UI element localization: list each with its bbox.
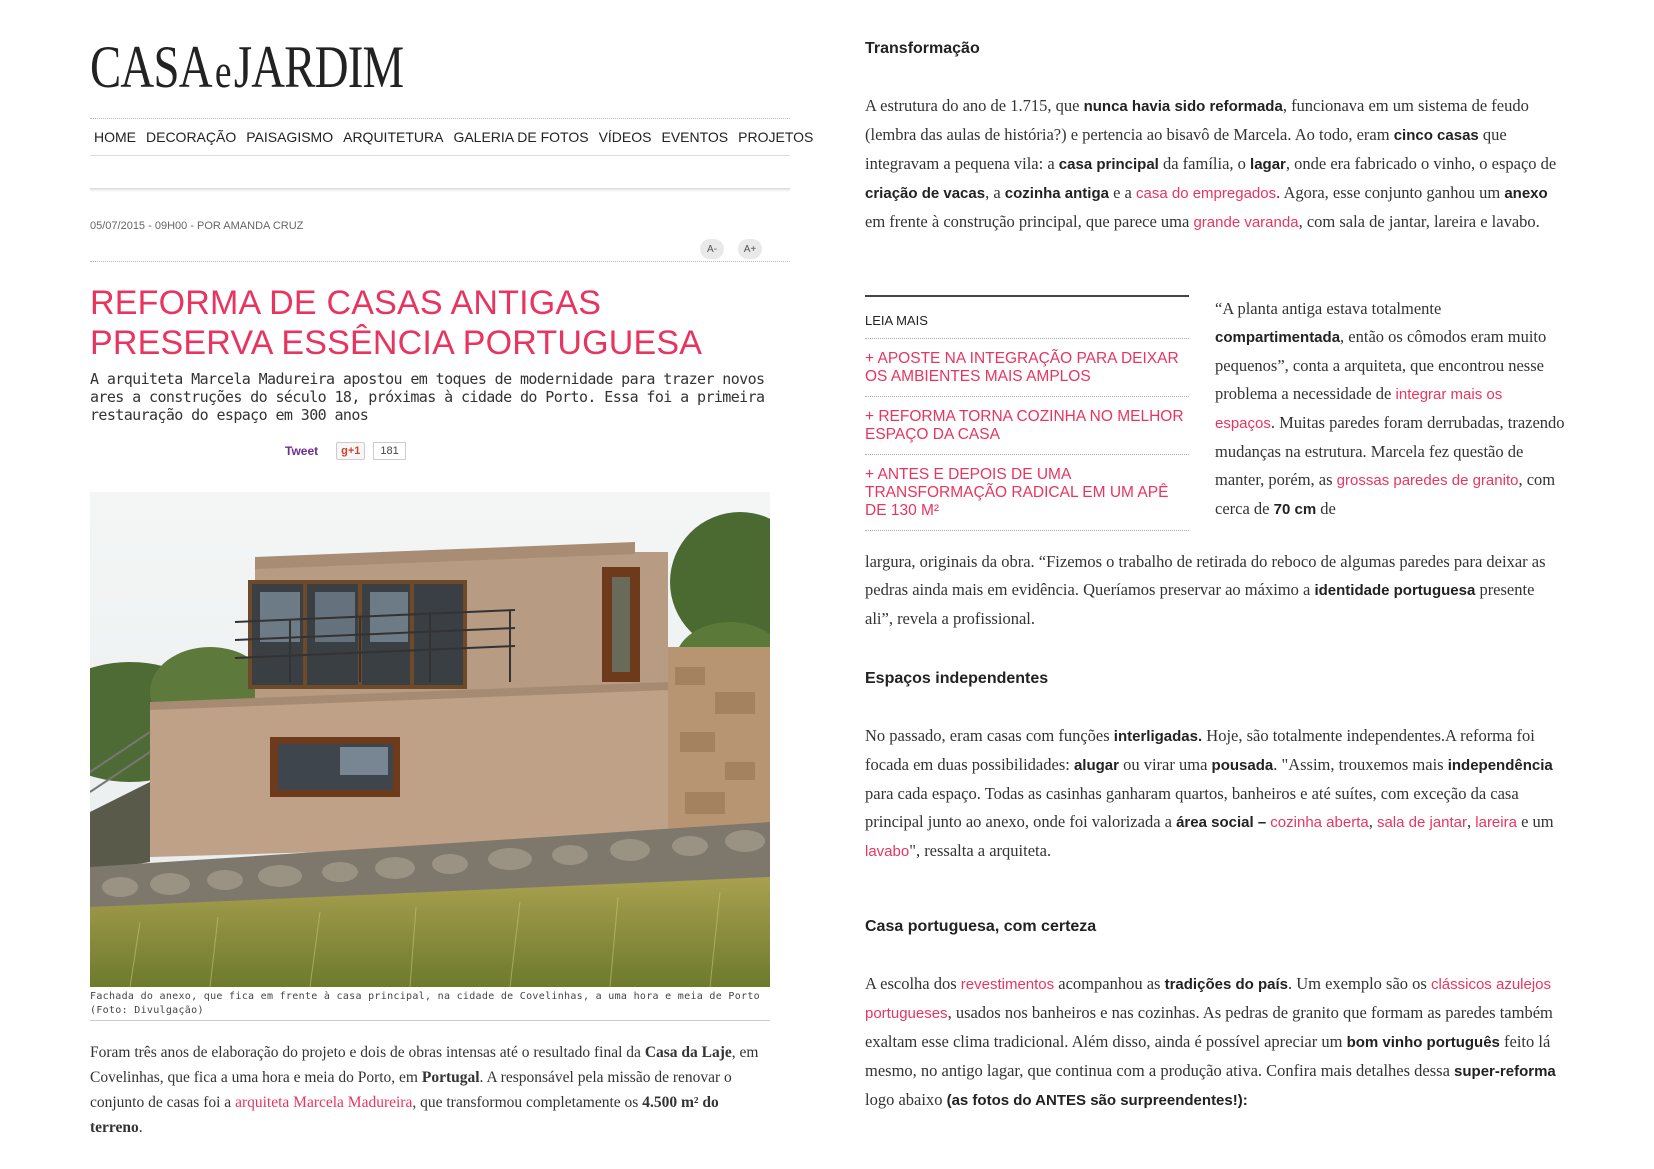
nav-item-paisagismo[interactable]: PAISAGISMO xyxy=(246,129,334,145)
related-articles-box xyxy=(865,295,1189,531)
section-heading-transformacao: Transformação xyxy=(865,40,980,57)
related-article-link[interactable]: + REFORMA TORNA COZINHA NO MELHOR ESPAÇO DA CASA xyxy=(865,397,1189,455)
nav-item-home[interactable]: HOME xyxy=(94,129,136,145)
link-lareira[interactable]: lareira xyxy=(1475,814,1517,831)
article-subtitle: A arquiteta Marcela Madureira apostou em toques de modernidade para trazer novos ares a construções do século 18, próximas à cidade do Porto. Essa foi a primeira restauração do espaço em 300 anos xyxy=(90,370,765,424)
link-revestimentos[interactable]: revestimentos xyxy=(960,976,1055,993)
article-headline: REFORMA DE CASAS ANTIGAS PRESERVA ESSÊNCIA PORTUGUESA xyxy=(90,284,703,362)
nav-divider xyxy=(90,188,790,192)
paragraph-casa-portuguesa: A escolha dos revestimentos acompanhou as tradições do país. Um exemplo são os clássicos azulejos portugueses, usados nos banheiros e nas cozinhas. As pedras de granito que formam as paredes também exaltam esse clima tradicional. Além disso, ainda é possível apreciar um bom vinho português feito lá mesmo, no antigo lagar, que continua com a produção ativa. Confira mais detalhes dessa super-reforma logo abaixo (as fotos do ANTES são surpreendentes!): xyxy=(865,974,1556,1109)
gplus-count: 181 xyxy=(373,442,405,460)
nav-item-decoracao[interactable]: DECORAÇÃO xyxy=(146,129,237,145)
nav-item-arquitetura[interactable]: ARQUITETURA xyxy=(343,129,444,145)
article-intro: Foram três anos de elaboração do projeto e dois de obras intensas até o resultado final da Casa da Laje, em Covelinhas, que fica a uma hora e meia do Porto, em Portugal. A responsável pela missão de renovar o conjunto de casas foi a arquiteta Marcela Madureira, que transformou completamente os 4.500 m² do terreno. xyxy=(90,1044,759,1136)
font-size-controls xyxy=(700,239,762,259)
link-casa-empregados[interactable]: casa do empregados xyxy=(1136,185,1277,202)
font-increase-button[interactable]: A+ xyxy=(738,239,762,259)
link-integrar-espacos[interactable]: integrar mais os espaços xyxy=(1215,386,1503,432)
nav-item-projetos[interactable]: PROJETOS xyxy=(738,129,814,145)
nav-item-eventos[interactable]: EVENTOS xyxy=(661,129,729,145)
related-articles-title: LEIA MAIS xyxy=(865,297,1189,339)
house-photo-illustration xyxy=(90,492,770,987)
paragraph-quote: “A planta antiga estava totalmente compartimentada, então os cômodos eram muito pequenos”, conta a arquiteta, que encontrou nesse problema a necessidade de integrar mais os espaços. Muitas paredes foram derrubadas, trazendo mudanças na estrutura. Marcela fez questão de manter, porém, as grossas paredes de granito, com cerca de 70 cm de xyxy=(1215,299,1565,518)
divider xyxy=(90,1020,770,1021)
link-cozinha-aberta[interactable]: cozinha aberta xyxy=(1270,814,1369,831)
nav-item-galeria[interactable]: GALERIA DE FOTOS xyxy=(453,129,589,145)
paragraph-quote-continued: largura, originais da obra. “Fizemos o trabalho de retirada do reboco de algumas paredes para deixar as pedras ainda mais em evidência. Queríamos preservar ao máximo a identidade portuguesa presente ali”, revela a profissional. xyxy=(865,552,1546,628)
site-logo[interactable]: CASA e JARDIM xyxy=(90,34,404,100)
architect-link[interactable]: arquiteta Marcela Madureira xyxy=(235,1094,413,1111)
link-azulejos[interactable]: clássicos azulejos portugueses xyxy=(865,976,1552,1022)
paragraph-transformacao: A estrutura do ano de 1.715, que nunca havia sido reformada, funcionava em um sistema de feudo (lembra das aulas de história?) e pertencia ao bisavô de Marcela. Ao todo, eram cinco casas que integravam a pequena vila: a casa principal da família, o lagar, onde era fabricado o vinho, o espaço de criação de vacas, a cozinha antiga e a casa do empregados. Agora, esse conjunto ganhou um anexo em frente à construção principal, que parece uma grande varanda, com sala de jantar, lareira e lavabo. xyxy=(865,96,1557,231)
section-heading-casa-portuguesa: Casa portuguesa, com certeza xyxy=(865,918,1097,935)
social-share-bar xyxy=(285,442,406,460)
gplus-button[interactable]: g+1 xyxy=(336,442,365,460)
paragraph-espacos: No passado, eram casas com funções interligadas. Hoje, são totalmente independentes.A reforma foi focada em duas possibilidades: alugar ou virar uma pousada. "Assim, trouxemos mais independência para cada espaço. Todas as casinhas ganharam quartos, banheiros e até suítes, com exceção da casa principal junto ao anexo, onde foi valorizada a área social – cozinha aberta, sala de jantar, lareira e um lavabo", ressalta a arquiteta. xyxy=(865,726,1554,860)
link-sala-jantar[interactable]: sala de jantar xyxy=(1376,814,1468,831)
article-byline: 05/07/2015 - 09H00 - POR AMANDA CRUZ xyxy=(90,220,304,232)
nav-item-videos[interactable]: VÍDEOS xyxy=(598,129,652,145)
font-decrease-button[interactable]: A- xyxy=(700,239,724,259)
main-nav xyxy=(90,118,814,156)
tweet-button[interactable]: Tweet xyxy=(285,444,319,458)
section-heading-espacos: Espaços independentes xyxy=(865,670,1049,687)
divider xyxy=(90,261,790,262)
link-lavabo[interactable]: lavabo xyxy=(865,843,910,860)
related-article-link[interactable]: + APOSTE NA INTEGRAÇÃO PARA DEIXAR OS AMBIENTES MAIS AMPLOS xyxy=(865,339,1189,397)
related-article-link[interactable]: + ANTES E DEPOIS DE UMA TRANSFORMAÇÃO RADICAL EM UM APÊ DE 130 M² xyxy=(865,455,1189,531)
photo-caption: Fachada do anexo, que fica em frente à casa principal, na cidade de Covelinhas, a uma hora e meia de Porto (Foto: Divulgação) xyxy=(90,991,760,1016)
link-grande-varanda[interactable]: grande varanda xyxy=(1193,214,1299,231)
link-paredes-granito[interactable]: grossas paredes de granito xyxy=(1336,472,1519,489)
article-photo[interactable] xyxy=(90,492,770,987)
